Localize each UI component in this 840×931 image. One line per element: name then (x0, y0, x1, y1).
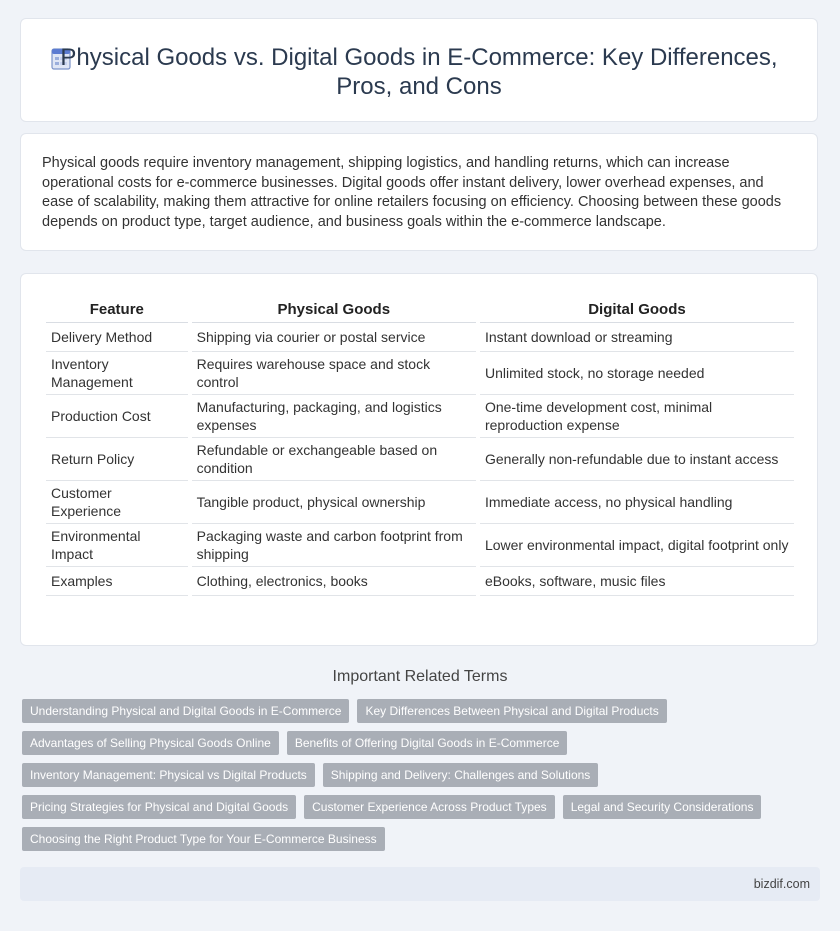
physical-cell: Requires warehouse space and stock control (192, 352, 476, 395)
physical-cell: Clothing, electronics, books (192, 567, 476, 596)
intro-paragraph: Physical goods require inventory management, shipping logistics, and handling returns, which can increase operational costs for e-commerce businesses. Digital goods offer instant delivery, lower overhead expenses, and ease of scalability, making them attractive for online retailers focusing on efficiency. Choosing between these goods depends on product type, target audience, and business goals within the e-commerce landscape. (42, 155, 782, 230)
feature-cell: Customer Experience (46, 481, 188, 524)
table-row (46, 352, 794, 395)
digital-cell: One-time development cost, minimal reproduction expense (480, 395, 794, 438)
table-row (46, 438, 794, 481)
feature-cell: Inventory Management (46, 352, 188, 395)
footer (20, 867, 820, 901)
comparison-table (42, 296, 798, 596)
physical-cell: Packaging waste and carbon footprint from shipping (192, 524, 476, 567)
related-term-tag[interactable]: Shipping and Delivery: Challenges and Solutions (323, 763, 599, 787)
digital-cell: eBooks, software, music files (480, 567, 794, 596)
physical-cell: Manufacturing, packaging, and logistics expenses (192, 395, 476, 438)
related-term-tag[interactable]: Key Differences Between Physical and Digital Products (357, 699, 666, 723)
physical-cell: Refundable or exchangeable based on condition (192, 438, 476, 481)
digital-cell: Unlimited stock, no storage needed (480, 352, 794, 395)
related-term-tag[interactable]: Advantages of Selling Physical Goods Online (22, 731, 279, 755)
table-row (46, 481, 794, 524)
header-digital-goods: Digital Goods (480, 296, 794, 323)
feature-cell: Examples (46, 567, 188, 596)
table-row (46, 323, 794, 352)
related-term-tag[interactable]: Benefits of Offering Digital Goods in E-Commerce (287, 731, 568, 755)
related-term-tag[interactable]: Legal and Security Considerations (563, 795, 762, 819)
related-term-tag[interactable]: Understanding Physical and Digital Goods in E-Commerce (22, 699, 349, 723)
digital-cell: Generally non-refundable due to instant access (480, 438, 794, 481)
physical-cell: Shipping via courier or postal service (192, 323, 476, 352)
related-term-tag[interactable]: Customer Experience Across Product Types (304, 795, 555, 819)
digital-cell: Lower environmental impact, digital footprint only (480, 524, 794, 567)
feature-cell: Environmental Impact (46, 524, 188, 567)
digital-cell: Instant download or streaming (480, 323, 794, 352)
related-term-tag[interactable]: Pricing Strategies for Physical and Digital Goods (22, 795, 296, 819)
page-title: Physical Goods vs. Digital Goods in E-Commerce: Key Differences, Pros, and Cons (60, 44, 778, 100)
intro-card (20, 133, 818, 251)
footer-brand[interactable]: bizdif.com (753, 877, 810, 891)
table-row (46, 567, 794, 596)
comparison-table-card (20, 273, 818, 646)
table-row (46, 395, 794, 438)
feature-cell: Delivery Method (46, 323, 188, 352)
header-physical-goods: Physical Goods (192, 296, 476, 323)
table-header-row (46, 296, 794, 323)
related-term-tag[interactable]: Choosing the Right Product Type for Your E-Commerce Business (22, 827, 385, 851)
feature-cell: Return Policy (46, 438, 188, 481)
feature-cell: Production Cost (46, 395, 188, 438)
table-row (46, 524, 794, 567)
physical-cell: Tangible product, physical ownership (192, 481, 476, 524)
related-terms-list (22, 699, 802, 851)
related-terms-heading: Important Related Terms (332, 668, 508, 685)
header-feature: Feature (46, 296, 188, 323)
digital-cell: Immediate access, no physical handling (480, 481, 794, 524)
header-card (20, 18, 818, 122)
related-term-tag[interactable]: Inventory Management: Physical vs Digital Products (22, 763, 315, 787)
